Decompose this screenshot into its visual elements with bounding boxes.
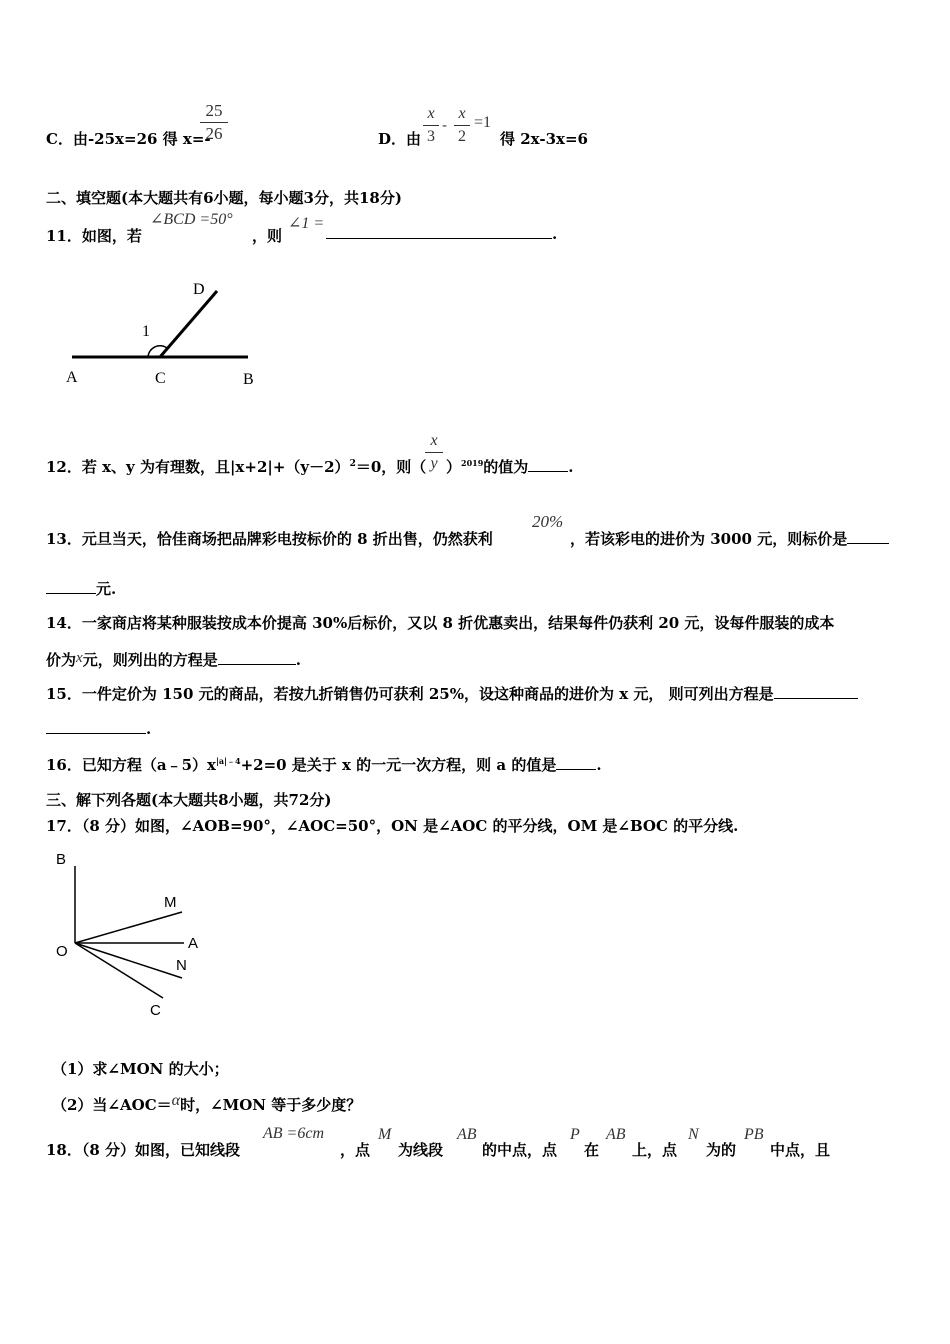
q10-option-c-label: C．由: [46, 130, 88, 148]
answer-blank[interactable]: [556, 769, 596, 770]
q17-figure: [50, 848, 220, 1024]
angle-1-label: 1: [142, 323, 150, 340]
q12-end: .: [568, 458, 574, 476]
q14-line1: 14．一家商店将某种服装按成本价提高 30%后标价，又以 8 折优惠卖出，结果每件仍获利 20 元，设每件服装的成本: [46, 614, 835, 632]
q10-option-c-expr: -25x=26 得 x=-: [87, 130, 211, 148]
q18-t7: 中点，且: [770, 1141, 831, 1159]
section-3-title: 三、解下列各题(本大题共8小题，共72分): [46, 791, 332, 809]
q14-line2: [46, 649, 301, 670]
q10-option-d-label: D．由: [378, 130, 422, 148]
q13-line2: [46, 578, 116, 599]
ray-oc: [75, 943, 163, 998]
q17-alpha: α: [171, 1092, 181, 1109]
q10-option-c: [46, 128, 211, 149]
q12-post: 的值为: [483, 458, 529, 476]
q10-option-d-minus: -: [442, 116, 448, 134]
point-o-label: O: [56, 943, 68, 960]
q12-tail: [446, 456, 574, 477]
point-c-label: C: [155, 370, 166, 387]
point-m-label: M: [164, 894, 177, 911]
q13-line2-text: 元.: [96, 580, 117, 598]
q10-option-d-f2-numerator: x: [458, 105, 466, 122]
fraction-bar: [454, 125, 470, 126]
q12-mid: ＝0，则（: [355, 458, 427, 476]
fraction-bar: [200, 122, 228, 123]
q11-condition: ∠BCD =50°: [150, 211, 233, 228]
q18-m: M: [378, 1126, 392, 1143]
q17-part-2-post: 时，∠MON 等于多少度？: [180, 1096, 362, 1114]
q16-end: .: [596, 756, 602, 774]
q10-option-c-numerator: 25: [205, 101, 223, 120]
q13-post-line: [570, 528, 889, 549]
q10-option-d-f2-denominator: 2: [458, 128, 466, 145]
q18-ab-1: AB: [457, 1126, 477, 1143]
q18-ab-2: AB: [606, 1126, 626, 1143]
q10-option-d-f1-numerator: x: [427, 105, 435, 122]
answer-blank[interactable]: [528, 471, 568, 472]
q16-pre: 16．已知方程（a﹣5）x: [46, 756, 216, 774]
q18-n: N: [688, 1126, 699, 1143]
q10-option-d-fraction-1: [423, 104, 439, 147]
q15-end: .: [146, 720, 152, 738]
q14-variable: x: [76, 650, 83, 666]
q10-option-d-result: 得 2x-3x=6: [500, 130, 588, 148]
q16-line: [46, 754, 602, 775]
section-2-title: 二、填空题(本大题共有6小题，每小题3分，共18分): [46, 189, 402, 207]
q11-answer: [326, 225, 557, 243]
q12-square: 2: [349, 459, 356, 469]
q12-fraction: [425, 431, 443, 474]
q18-t6: 为的: [706, 1141, 737, 1159]
ray-om: [75, 912, 182, 943]
q11-figure: [60, 274, 270, 390]
q14-line2-pre: 价为: [46, 651, 77, 669]
q13-post: ，若该彩电的进价为 3000 元，则标价是: [570, 530, 848, 548]
q13-pre: 13．元旦当天，恰佳商场把品牌彩电按标价的 8 折出售，仍然获利: [46, 530, 493, 548]
q11-end: .: [552, 225, 558, 243]
q14-end: .: [295, 651, 301, 669]
ray-cd: [160, 291, 217, 357]
q10-option-d-equals: =1: [474, 114, 492, 131]
q17-part-1: （1）求∠MON 的大小；: [52, 1060, 229, 1078]
q12-pre: 12．若 x、y 为有理数，且|x+2|+（y－2）: [46, 458, 350, 476]
q17-part-2: [52, 1092, 361, 1115]
q12-denominator: y: [430, 455, 438, 472]
point-n-label: N: [176, 957, 187, 974]
q10-option-d-f1-denominator: 3: [427, 128, 435, 145]
q18-t2: 为线段: [398, 1141, 444, 1159]
q15-line2: [46, 720, 151, 738]
point-a-label: A: [188, 935, 199, 952]
q13-percent: 20%: [532, 512, 564, 531]
q17-part-2-pre: （2）当∠AOC＝: [52, 1096, 172, 1114]
q18-ab-length: AB =6cm: [263, 1125, 324, 1142]
q17-text: 17．（8 分）如图，∠AOB=90°，∠AOC=50°，ON 是∠AOC 的平分线，OM 是∠BOC 的平分线.: [46, 817, 739, 835]
q10-option-d-fraction-2: [454, 104, 470, 147]
answer-blank[interactable]: [847, 543, 889, 544]
q11-ask: ∠1 =: [288, 215, 325, 232]
point-a-label: A: [66, 369, 78, 386]
q16-post: +2=0 是关于 x 的一元一次方程，则 a 的值是: [240, 756, 557, 774]
q12-close: ）: [446, 458, 462, 476]
q12-numerator: x: [430, 432, 438, 449]
q10-option-c-fraction: [200, 101, 228, 144]
q18-pb: PB: [744, 1126, 764, 1143]
point-b-label: B: [56, 851, 67, 868]
q12-exponent: 2019: [461, 458, 484, 468]
q14-line2-post: 元，则列出的方程是: [82, 651, 218, 669]
q16-superscript: |a|﹣4: [215, 756, 241, 766]
fraction-bar: [425, 452, 443, 453]
answer-blank[interactable]: [46, 593, 96, 594]
point-b-label: B: [243, 371, 254, 388]
fraction-bar: [423, 125, 439, 126]
q15-line1: [46, 683, 858, 704]
q18-t5: 上，点: [632, 1141, 678, 1159]
q11-text: 11．如图，若: [46, 227, 142, 245]
point-c-label: C: [150, 1002, 161, 1019]
q18-t4: 在: [584, 1141, 600, 1159]
q18-t3: 的中点，点: [482, 1141, 558, 1159]
q18-p: P: [570, 1126, 580, 1143]
answer-blank[interactable]: [46, 733, 146, 734]
q10-option-c-denominator: 26: [205, 124, 223, 143]
point-d-label: D: [193, 281, 205, 298]
answer-blank[interactable]: [774, 698, 858, 699]
answer-blank[interactable]: [326, 238, 552, 239]
q18-t1: ，点: [340, 1141, 371, 1159]
ray-on: [75, 943, 182, 978]
q12-line: [46, 456, 426, 477]
answer-blank[interactable]: [218, 664, 296, 665]
q15-text: 15．一件定价为 150 元的商品，若按九折销售仍可获利 25%，设这种商品的进价为 x 元， 则可列出方程是: [46, 685, 774, 703]
q11-then: ，则: [252, 227, 283, 245]
q18-pre: 18．（8 分）如图，已知线段: [46, 1141, 241, 1159]
